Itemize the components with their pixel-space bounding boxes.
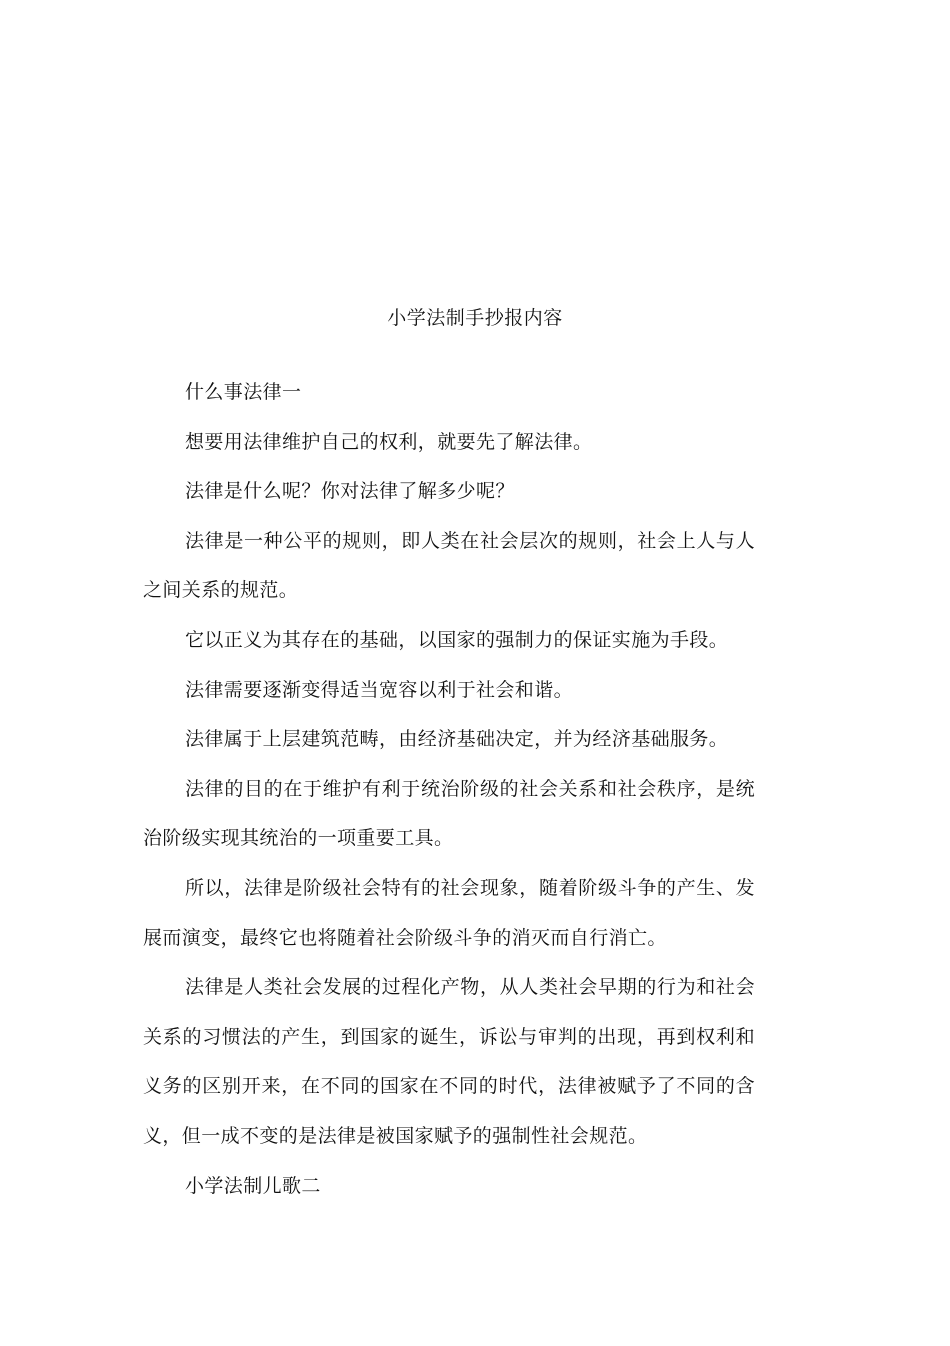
paragraph-1: 什么事法律一 [185, 381, 302, 403]
paragraph-9: 所以，法律是阶级社会特有的社会现象，随着阶级斗争的产生、发展而演变，最终它也将随着社会阶级斗争的消灭而自行消亡。 [143, 876, 755, 949]
paragraph-7: 法律属于上层建筑范畴，由经济基础决定，并为经济基础服务。 [185, 728, 729, 751]
paragraph-4: 法律是一种公平的规则，即人类在社会层次的规则，社会上人与人之间关系的规范。 [143, 529, 755, 602]
paragraph-8: 法律的目的在于维护有利于统治阶级的社会关系和社会秩序，是统治阶级实现其统治的一项重要工具。 [143, 777, 755, 850]
paragraph-11: 小学法制儿歌二 [185, 1174, 321, 1197]
document-title: 小学法制手抄报内容 [387, 307, 563, 329]
document-body [143, 368, 755, 1211]
paragraph-10: 法律是人类社会发展的过程化产物，从人类社会早期的行为和社会关系的习惯法的产生，到国家的诞生，诉讼与审判的出现，再到权利和义务的区别开来，在不同的国家在不同的时代，法律被赋予了不同的含义，但一成不变的是法律是被国家赋予的强制性社会规范。 [143, 976, 755, 1147]
paragraph-5: 它以正义为其存在的基础，以国家的强制力的保证实施为手段。 [185, 628, 729, 651]
paragraph-3: 法律是什么呢？你对法律了解多少呢？ [185, 480, 515, 503]
paragraph-6: 法律需要逐渐变得适当宽容以利于社会和谐。 [185, 678, 574, 701]
paragraph-2: 想要用法律维护自己的权利，就要先了解法律。 [185, 430, 593, 453]
